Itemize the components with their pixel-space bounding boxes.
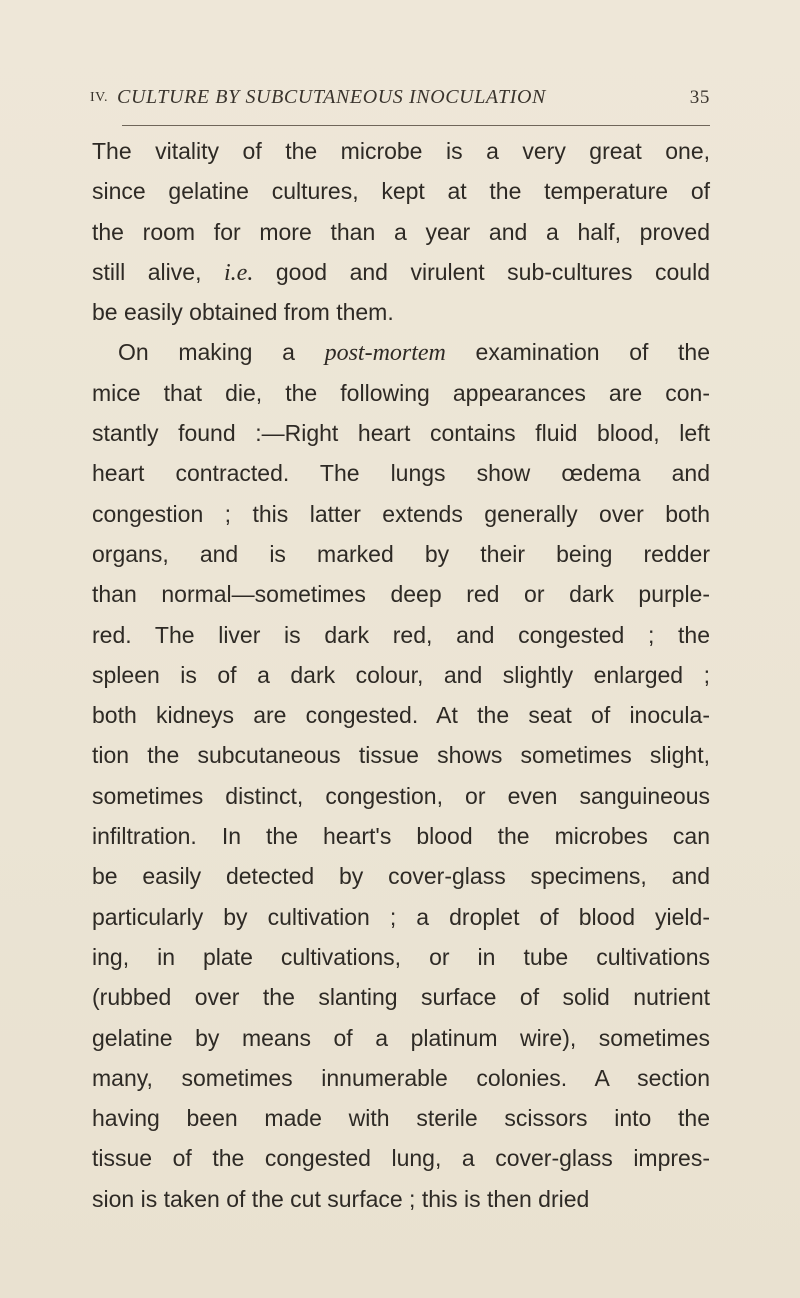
text-line: be easily obtained from them. xyxy=(92,299,394,326)
paragraph-1 xyxy=(92,131,710,332)
text-line: spleen is of a dark colour, and slightly enlarged ; xyxy=(92,661,710,688)
text-line: mice that die, the following appearances are con- xyxy=(92,379,710,406)
text-line: (rubbed over the slanting surface of solid nutrient xyxy=(92,984,710,1011)
page-header xyxy=(90,86,710,116)
text-line: gelatine by means of a platinum wire), sometimes xyxy=(92,1024,710,1051)
text-line: The vitality of the microbe is a very great one, xyxy=(92,138,710,164)
text-line: On making a post-mortem examination of the xyxy=(118,339,710,367)
text-line: infiltration. In the heart's blood the microbes can xyxy=(92,823,710,850)
text-line: the room for more than a year and a half, proved xyxy=(92,218,710,245)
text-line: red. The liver is dark red, and congested ; the xyxy=(92,621,710,648)
text-line: than normal—sometimes deep red or dark purple- xyxy=(92,581,710,608)
running-title: CULTURE BY SUBCUTANEOUS INOCULATION xyxy=(117,86,546,108)
text-line: both kidneys are congested. At the seat of inocula- xyxy=(92,702,710,729)
text-line: heart contracted. The lungs show œdema and xyxy=(92,460,710,487)
text-line: organs, and is marked by their being redder xyxy=(92,540,710,567)
text-line: tissue of the congested lung, a cover-glass impres- xyxy=(92,1145,710,1172)
text-line: particularly by cultivation ; a droplet of blood yield- xyxy=(92,903,710,930)
text-line: tion the subcutaneous tissue shows sometimes slight, xyxy=(92,742,710,769)
text-line: sion is taken of the cut surface ; this is then dried xyxy=(92,1185,590,1212)
text-line: still alive, i.e. good and virulent sub-cultures could xyxy=(92,258,710,286)
page-number: 35 xyxy=(689,87,710,108)
chapter-number: IV. xyxy=(90,90,108,105)
text-line: ing, in plate cultivations, or in tube cultivations xyxy=(92,943,710,970)
text-line: having been made with sterile scissors into the xyxy=(92,1105,710,1132)
text-line: since gelatine cultures, kept at the temperature of xyxy=(92,178,710,205)
paragraph-2 xyxy=(92,332,710,1219)
text-line: sometimes distinct, congestion, or even sanguineous xyxy=(92,782,710,809)
italic-abbreviation: i.e. xyxy=(224,259,254,286)
text-line: stantly found :—Right heart contains fluid blood, left xyxy=(92,420,710,447)
italic-term: post-mortem xyxy=(324,340,446,367)
text-line: be easily detected by cover-glass specimens, and xyxy=(92,863,710,890)
text-line: many, sometimes innumerable colonies. A section xyxy=(92,1064,710,1091)
text-line: congestion ; this latter extends generally over both xyxy=(92,500,710,527)
header-rule xyxy=(122,125,710,126)
body-text xyxy=(92,131,710,1219)
